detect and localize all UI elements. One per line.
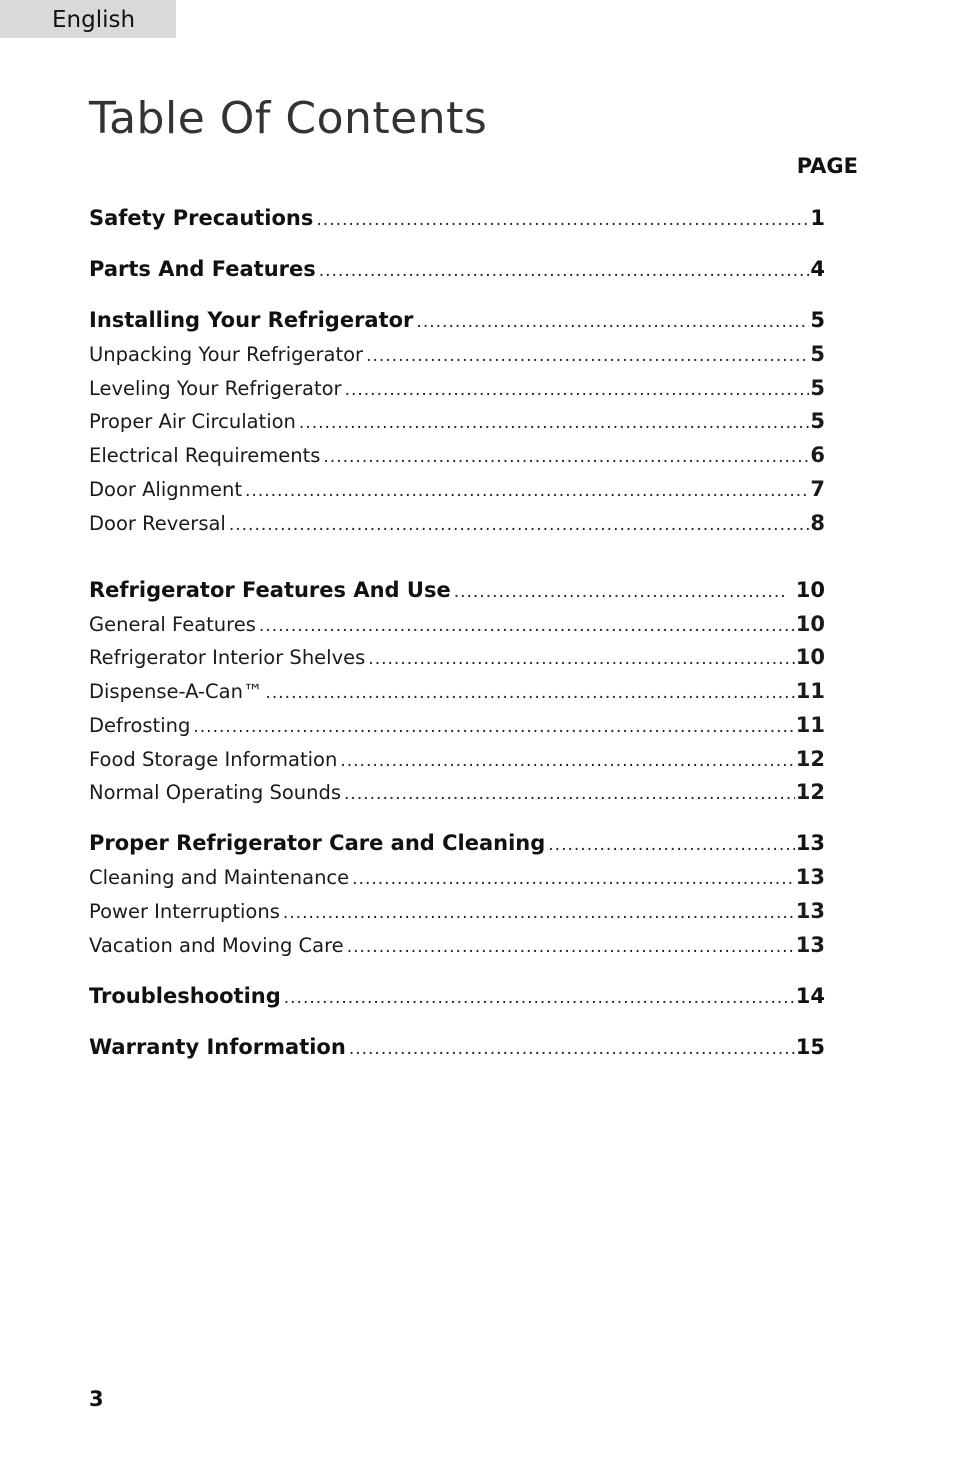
toc-entry-page: 5 xyxy=(810,342,825,366)
toc-entry-page: 14 xyxy=(795,984,825,1008)
dot-leader xyxy=(366,341,809,369)
toc-entry-label: Normal Operating Sounds xyxy=(89,781,342,804)
dot-leader xyxy=(265,678,794,706)
dot-leader xyxy=(193,712,794,740)
dot-leader xyxy=(347,932,795,960)
toc-entry-page: 4 xyxy=(810,257,825,281)
toc-entry-label: Door Reversal xyxy=(89,512,226,535)
dot-leader xyxy=(245,476,809,504)
toc-entry-label: Refrigerator Features And Use xyxy=(89,578,451,602)
toc-entry-parts-and-features[interactable] xyxy=(89,254,825,284)
dot-leader xyxy=(345,375,810,403)
toc-entry-page: 13 xyxy=(795,933,825,957)
toc-entry-safety-precautions[interactable] xyxy=(89,203,825,233)
toc-entry-label: Cleaning and Maintenance xyxy=(89,866,350,889)
table-of-contents xyxy=(89,0,825,1475)
toc-entry-leveling-your-refrigerator[interactable] xyxy=(89,373,825,403)
page-number: 3 xyxy=(89,1387,104,1411)
toc-entry-label: Troubleshooting xyxy=(89,984,281,1008)
toc-entry-label: Electrical Requirements xyxy=(89,444,321,467)
toc-entry-label: Safety Precautions xyxy=(89,206,314,230)
dot-leader xyxy=(299,408,809,436)
dot-leader xyxy=(416,307,809,335)
toc-entry-electrical-requirements[interactable] xyxy=(89,440,825,470)
toc-entry-cleaning-and-maintenance[interactable] xyxy=(89,862,825,892)
toc-entry-page: 12 xyxy=(795,747,825,771)
toc-entry-label: Vacation and Moving Care xyxy=(89,934,344,957)
dot-leader xyxy=(259,611,795,639)
toc-entry-page: 8 xyxy=(810,511,825,535)
toc-entry-normal-operating-sounds[interactable] xyxy=(89,777,825,807)
toc-entry-page: 5 xyxy=(810,409,825,433)
dot-leader xyxy=(319,256,810,284)
toc-entry-label: Defrosting xyxy=(89,714,191,737)
toc-entry-defrosting[interactable] xyxy=(89,710,825,740)
dot-leader xyxy=(548,830,794,858)
toc-entry-door-reversal[interactable] xyxy=(89,508,825,538)
toc-entry-label: Parts And Features xyxy=(89,257,316,281)
toc-entry-page: 11 xyxy=(795,679,825,703)
toc-entry-page: 12 xyxy=(795,780,825,804)
dot-leader xyxy=(283,898,795,926)
toc-entry-page: 6 xyxy=(810,443,825,467)
dot-leader xyxy=(229,510,810,538)
toc-entry-refrigerator-features-and-use[interactable] xyxy=(89,575,825,605)
toc-entry-page: 10 xyxy=(788,578,825,602)
dot-leader xyxy=(454,577,788,605)
toc-entry-label: Refrigerator Interior Shelves xyxy=(89,646,366,669)
toc-entry-page: 1 xyxy=(810,206,825,230)
toc-entry-page: 13 xyxy=(795,831,825,855)
toc-entry-label: Leveling Your Refrigerator xyxy=(89,377,342,400)
toc-entry-page: 5 xyxy=(810,308,825,332)
toc-entry-page: 11 xyxy=(795,713,825,737)
toc-entry-power-interruptions[interactable] xyxy=(89,896,825,926)
toc-entry-door-alignment[interactable] xyxy=(89,474,825,504)
toc-entry-page: 13 xyxy=(795,865,825,889)
toc-entry-dispense-a-can[interactable] xyxy=(89,676,825,706)
dot-leader xyxy=(340,746,794,774)
toc-entry-refrigerator-interior-shelves[interactable] xyxy=(89,642,825,672)
toc-entry-label: Proper Refrigerator Care and Cleaning xyxy=(89,831,546,855)
toc-entry-label: Power Interruptions xyxy=(89,900,280,923)
toc-entry-proper-air-circulation[interactable] xyxy=(89,406,825,436)
toc-entry-label: Unpacking Your Refrigerator xyxy=(89,343,364,366)
dot-leader xyxy=(316,205,809,233)
dot-leader xyxy=(352,864,795,892)
toc-entry-troubleshooting[interactable] xyxy=(89,981,825,1011)
dot-leader xyxy=(284,983,795,1011)
toc-entry-proper-refrigerator-care-and-cleaning[interactable] xyxy=(89,828,825,858)
toc-entry-label: Door Alignment xyxy=(89,478,243,501)
toc-entry-label: Installing Your Refrigerator xyxy=(89,308,414,332)
toc-entry-label: Warranty Information xyxy=(89,1035,346,1059)
dot-leader xyxy=(368,644,794,672)
toc-entry-page: 13 xyxy=(795,899,825,923)
toc-entry-page: 10 xyxy=(795,645,825,669)
dot-leader xyxy=(349,1034,795,1062)
page-column-header: PAGE xyxy=(796,154,858,178)
toc-entry-unpacking-your-refrigerator[interactable] xyxy=(89,339,825,369)
page-title: Table Of Contents xyxy=(89,93,488,144)
toc-entry-warranty-information[interactable] xyxy=(89,1032,825,1062)
toc-entry-label: Food Storage Information xyxy=(89,748,338,771)
dot-leader xyxy=(344,779,795,807)
toc-entry-food-storage-information[interactable] xyxy=(89,744,825,774)
toc-entry-general-features[interactable] xyxy=(89,609,825,639)
toc-entry-page: 7 xyxy=(810,477,825,501)
toc-entry-label: General Features xyxy=(89,613,256,636)
toc-entry-page: 5 xyxy=(810,376,825,400)
toc-entry-label: Dispense-A-Can™ xyxy=(89,680,263,703)
toc-entry-label: Proper Air Circulation xyxy=(89,410,296,433)
toc-entry-page: 15 xyxy=(795,1035,825,1059)
toc-entry-page: 10 xyxy=(795,612,825,636)
language-tab: English xyxy=(0,0,176,38)
dot-leader xyxy=(323,442,809,470)
toc-entry-installing-your-refrigerator[interactable] xyxy=(89,305,825,335)
toc-entry-vacation-and-moving-care[interactable] xyxy=(89,930,825,960)
